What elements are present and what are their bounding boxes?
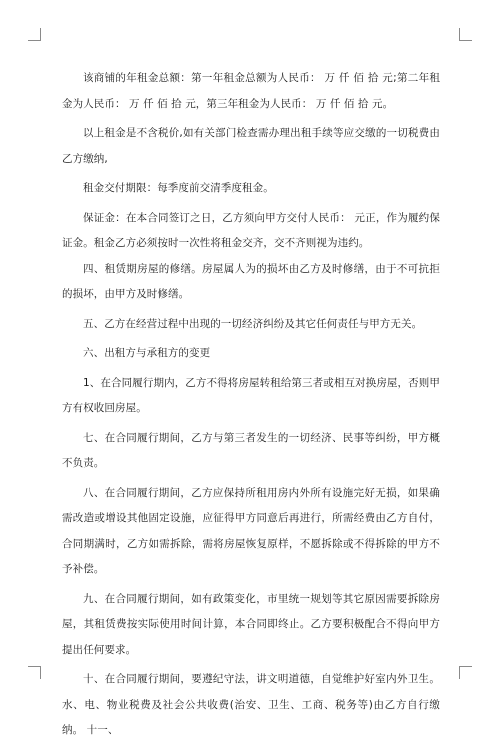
paragraph-deposit: 保证金：在本合同签订之日，乙方须向甲方交付人民币： 元正，作为履约保证金。租金乙方必须按时一次性将租金交齐，交不齐则视为违约。 [62, 211, 440, 249]
page-corner-mark-top-left [28, 28, 41, 41]
paragraph-clause-6-1-sublet: 1、在合同履行期内，乙方不得将房屋转租给第三者或相互对换房屋，否则甲方有权收回房屋。 [62, 376, 440, 414]
paragraph-tax-note: 以上租金是不含税价,如有关部门检查需办理出租手续等应交缴的一切税费由乙方缴纳, [62, 127, 440, 165]
page-corner-mark-top-right [459, 28, 472, 41]
paragraph-clause-8-facilities: 八、在合同履行期间，乙方应保持所租用房内外所有设施完好无损，如果确需改造或增设其他固定设施，应征得甲方同意后再进行，所需经费由乙方自付，合同期满时，乙方如需拆除，需将房屋恢复原样，不愿拆除或不得拆除的甲方不予补偿。 [62, 486, 440, 575]
paragraph-clause-5-disputes: 五、乙方在经营过程中出现的一切经济纠纷及其它任何责任与甲方无关。 [83, 317, 423, 330]
paragraph-clause-4-repairs: 四、租赁期房屋的修缮。房屋属人为的损坏由乙方及时修缮，由于不可抗拒的损坏，由甲方及时修缮。 [62, 262, 440, 300]
paragraph-annual-rent: 该商铺的年租金总额：第一年租金总额为人民币： 万 仟 佰 拾 元;第二年租金为人民币： 万 仟 佰 拾 元，第三年租金为人民币： 万 仟 佰 拾 元。 [62, 72, 440, 110]
paragraph-clause-7-third-party: 七、在合同履行期间，乙方与第三者发生的一切经济、民事等纠纷，甲方概不负责。 [62, 431, 440, 469]
document-body [62, 66, 440, 744]
paragraph-clause-6-heading: 六、出租方与承租方的变更 [83, 347, 211, 359]
paragraph-clause-10-conduct: 十、在合同履行期间，要遵纪守法，讲文明道德，自觉维护好室内外卫生。水、电、物业税费及社会公共收费(治安、卫生、工商、税务等)由乙方自行缴纳。 十一、 [62, 673, 440, 736]
paragraph-payment-deadline: 租金交付期限：每季度前交清季度租金。 [83, 182, 274, 194]
page-corner-mark-bottom-right [459, 666, 472, 679]
page-corner-mark-bottom-left [28, 666, 41, 679]
paragraph-clause-9-policy-change: 九、在合同履行期间，如有政策变化，市里统一规划等其它原因需要拆除房屋，其租赁费按实际使用时间计算，本合同即终止。乙方要积极配合不得向甲方提出任何要求。 [62, 592, 440, 656]
